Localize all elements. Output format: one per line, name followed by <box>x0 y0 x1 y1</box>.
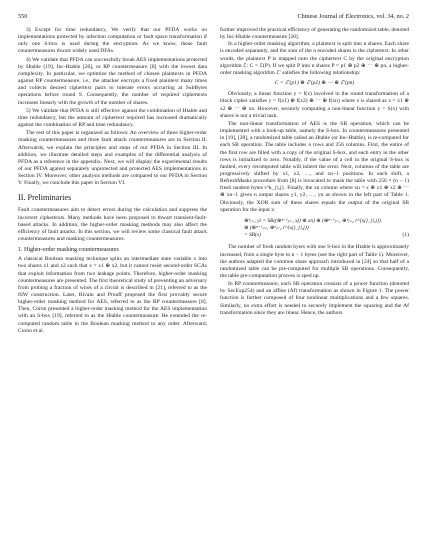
linear-function-paragraph: Obviously, a linear function y = f(x) involved in the round transformation of a block cipher satisfies y = f(x1) ⊕ f(x2) ⊕ ⋯ ⊕ f(xn) where x is shared as x = x1 ⊕ x2 ⊕ ⋯ ⊕ xn. However, securely computing a non-linear function y = S(x) with shares is not a trivial task. <box>220 91 409 119</box>
continuation-paragraph: further improved the practical efficiency of generating the randomized table, denoted by Inc-Htable countermeasure [20]. <box>220 27 409 41</box>
random-bytes-paragraph: The number of fresh random bytes with one S-box in the Htable is approximately increased, from a single byte to n − 1 bytes (see the right part of Table 1). Moreover, the authors adapted the common share approach introduced in [24] so that half of a randomized table can be pre-computed for multiple SB operations. Consequently, the table pre-computation process is sped up. <box>220 244 409 279</box>
rp-countermeasure-paragraph: In RP countermeasure, each SB operation consists of a power function (denoted by SecExp254) and an affine (Af) transformation as shown in Figure 1. The power function is further composed of four nonlinear multiplications and a few squares. Similarly, no extra effort is needed to securely implement the squaring and the Af transformation since they are linear. Hence, the authors <box>220 281 409 316</box>
right-column <box>220 27 409 317</box>
contribution-4: 4) We validate that PFDA can successfully break AES implementations protected by Htable [19], Inc-Htable [20], or RP countermeasure [8] with the lowest data complexity. In particular, we optimize the method of chosen plaintexts in PFDA against RP countermeasure, i.e., the attacker encrypts a fixed plaintext many times and collects desired ciphertext pairs to tolerate errors occurring at SubBytes operations before round 9. Consequently, the number of required ciphertexts increases linearly with the growth of the number of shares. <box>18 56 207 106</box>
htable-paragraph: The non-linear transformation of AES is the SB operation, which can be implemented with a look-up table, namely the S-box. In countermeasures presented in [19], [20], a randomized table called an Htable (or Inc-Htable), is re-computed for each SB operation. The table includes n rows and 256 columns. First, the entire of the first row are filled with a copy of the original S-box, and each entry in the other rows is initialized to zero. Notably, if the value of a cell in the original S-box is faulted, every recomputed table will inherit the error. Next, columns of the table are progressively shifted by x1, x2, …, and xn−1 positions. In each shift, a RefreshMasks procedure from [8] is invocated to mask the table with 256 × (n − 1) fresh random bytes r^k_{i,j}. Finally, the xn column where xn = x ⊕ x1 ⊕ x2 ⊕ ⋯ ⊕ xn−1 gives n output shares y1, y2, …, yn as shown in the left part of Table 1. Obviously, the XOR sum of these shares equals the output of the original SB operation for the input x: <box>220 120 409 213</box>
journal-title: Chinese Journal of Electronics, vol. 34, no. 2 <box>297 13 409 20</box>
section-intro-paragraph: Fault countermeasures aim to detect errors during the calculation and suppress the incorrect ciphertexts. Many methods have been proposed to thwart transient-fault-based attacks. In addition, the higher-order masking methods may also affect the efficiency of fault attacks. In this section, we will review some classical fault attack countermeasures and masking countermeasures. <box>18 207 207 243</box>
equation-1-line-3: = SB(x) <box>244 232 261 239</box>
paper-organization-paragraph: The rest of this paper is organized as follows: An overview of three higher-order masking countermeasures and three fault attack countermeasures are in Section II. Afterwards, we explain the principles and steps of our PFDA in Section III. In addition, we illustrate detailed steps and examples of the differential analysis of PFDA as a reference in the appendix. Next, we will display the experimental results of our PFDA against separately unprotected and protected AES implementations in Section IV. Moreover, other analysis methods are compared to our PFDA in Section V. Finally, we conclude this paper in Section VI. <box>18 130 207 187</box>
masking-paragraph: A classical Boolean masking technique splits an intermediate state variable x into two shares x1 and x2 such that x = x1 ⊕ x2, but it cannot resist second-order SCAs that exploit information from two leakage points. Therefore, higher-order masking countermeasures are presented. The first theoretical study of preventing an adversary from probing a fraction of wires of a circuit is described in [21], referred to as the ISW construction. Later, Rivain and Prouff proposed the first provably secure higher-order masking method for AES, referred to as the RP countermeasure [8]. Then, Coron presented a higher-order masking method for the AES implementation with an S-box [19], referred to as the Htable countermeasure. He extended the re-computed random table in the Boolean masking method to any order. Afterward, Coron et al. <box>18 256 207 334</box>
higher-order-masking-paragraph: In a higher-order masking algorithm, a plaintext is split into n shares. Each share is encoded separately, and the sum of the n encoded shares is the ciphertext. In other words, the plaintext P is mapped onto the ciphertext C by the original encryption algorithm ℰ: C = ℰ(P). If we split P into n shares P = p1 ⊕ p2 ⊕ ⋯ ⊕ pn, a higher-order masking algorithm ℰ′ satisfies the following relationship: <box>220 41 409 76</box>
masking-equation: C = ℰ′(p1) ⊕ ℰ′(p2) ⊕ ⋯ ⊕ ℰ′(pn) <box>274 80 355 87</box>
page-number: 550 <box>18 13 28 20</box>
subsection-heading: 1. Higher-order masking countermeasures <box>18 247 119 254</box>
left-column <box>18 27 207 335</box>
contribution-5: 5) We validate that PFDA is still effective against the combination of Htable and time redundancy, but the amount of ciphertext required has increased dramatically against the combination of RP and time redundancy. <box>18 107 207 129</box>
equation-1-line-1: ⊕ⁿᵢ₌₁ yi = SB((⊕ⁿ⁻¹ⱼ₌₁ xj) ⊕ xn) ⊕ (⊕ⁿ⁻¹ⱼ₌₁ ⊕ⁿᵢ₌₂ r^{xj}_{i,j}) <box>244 217 381 224</box>
equation-1-line-2: ⊕ (⊕ⁿ⁻¹ⱼ₌₁ ⊕ⁿᵢ₌₂ r^{xj}_{i,j}) <box>244 225 309 232</box>
running-head <box>18 12 409 22</box>
section-heading: II. Preliminaries <box>18 193 72 203</box>
equation-number: (1) <box>402 231 409 238</box>
equation-1 <box>220 218 409 239</box>
contribution-3: 3) Except for time redundancy, We verify that our PFDA works on implementations protected by infection computation or fault space transformation if only one S-box is used during the encryption. As we know, those fault countermeasures thwart widely used DFAs. <box>18 27 207 55</box>
